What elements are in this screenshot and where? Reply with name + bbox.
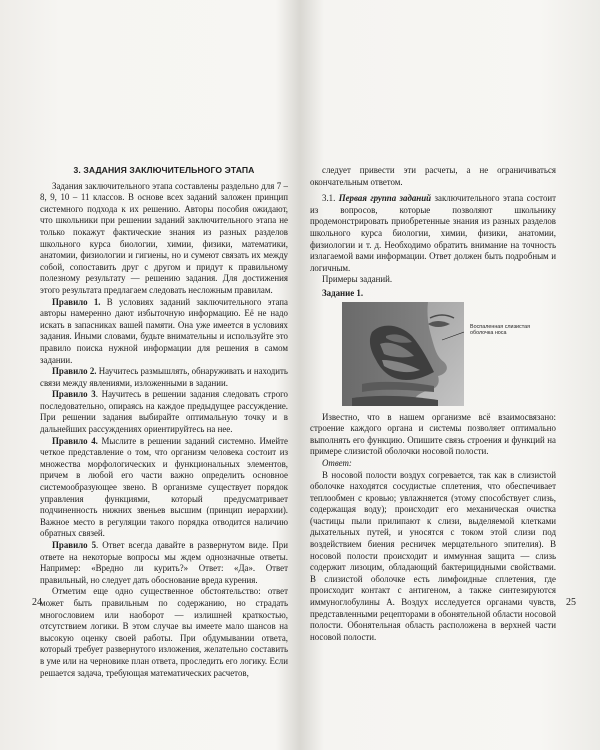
- rule-5-head: Правило 5: [52, 540, 97, 550]
- task-label: Задание 1.: [322, 287, 364, 298]
- group-paragraph: [310, 193, 556, 274]
- nasal-cavity-illustration-icon: [342, 302, 464, 406]
- continuation-text: следует привести эти расчеты, а не ограничиваться окончательным ответом.: [310, 165, 556, 187]
- rule-1-head: Правило 1.: [52, 296, 101, 307]
- rule-4: [40, 436, 288, 540]
- right-column: [310, 165, 556, 643]
- rule-4-head: Правило 4.: [52, 435, 98, 446]
- answer-text: В носовой полости воздух согревается, так как в слизистой оболочке находятся сосудистые сплетения, что обеспечивает теплообмен с кровью; увлажняется (этому способствует слизь, содержащая воду); происходит его механическая очистка (частицы пыли прилипают к слизи, выделяемой клетками дыхательных путей, и уносятся с током этой слизи под воздействием биения ресничек мерцательного эпителия). В носовой полости происходит и иммунная защита — слизь содержит лизоцим, обладающий бактерицидными свойствами. В слизистой оболочке есть лимфоидные сплетения, где происходит контакт с антигеном, а также синтезируются иммуноглобулины А. Воздух исследуется органами чувств, представленными рецепторами в обонятельной области носовой полости. Обонятельная область расположена в верхней части носовой полости.: [310, 469, 556, 642]
- rule-2-text: Научитесь размышлять, обнаруживать и находить связи между явлениями, изложенными в задании.: [40, 366, 288, 388]
- rule-2: [40, 366, 288, 389]
- group-title: Первая группа заданий: [338, 193, 432, 204]
- rule-4-text: Мыслите в решении заданий системно. Имейте четкое представление о том, что организм человека состоит из множества морфологических и функциональных элементов, причем в любой его части важно определить основное системообразующее звено. В организме существует порядок управления функциями, который предусматривает подчиненность нижних звеньев высшим (принцип иерархии). Важное место в регуляции такого порядка отводится наличию обратных связей.: [40, 435, 288, 539]
- rule-1: [40, 297, 288, 367]
- group-text: заключительного этапа состоит из вопросов, которые позволяют школьнику продемонстрировать приобретенные знания из разных разделов школьного курса биологии, химии, физики, анатомии, физиологии и т. д. Необходимо обратить внимание на точность излагаемой вами информации. Ответ должен быть подробным и логичным.: [310, 193, 557, 273]
- section-title: 3. ЗАДАНИЯ ЗАКЛЮЧИТЕЛЬНОГО ЭТАПА: [73, 165, 255, 175]
- task-text: Известно, что в нашем организме всё взаимосвязано: строение каждого органа и системы позволяет оптимально выполнять его функцию. Опишите связь строения и функций на примере слизистой оболочки носовой полости.: [310, 411, 556, 457]
- left-column: [40, 165, 288, 679]
- figure-caption: Воспаленная слизистая оболочка носа: [470, 323, 531, 336]
- nasal-figure: [310, 302, 556, 408]
- rule-3: [40, 389, 288, 435]
- rule-3-text: . Научитесь в решении задания следовать строго последовательно, опираясь на каждое предыдущее рассуждение. При решении задания выбирайте оптимальную точку и в дальнейших рассуждениях ориентируйтесь на нее.: [40, 389, 288, 435]
- examples-label: Примеры заданий.: [322, 274, 393, 285]
- group-prefix: 3.1.: [322, 193, 339, 204]
- rule-5-text: . Ответ всегда давайте в развернутом виде. При ответе на некоторые вопросы мы ждем однозначные ответы. Например: «Вредно ли курить?» Ответ: «Да». Ответ правильный, но следует дать обоснование вреда курения.: [40, 540, 288, 585]
- rule-3-head: Правило 3: [52, 389, 96, 400]
- page-number-left: 24: [32, 597, 42, 608]
- closing-paragraph: Отметим еще одно существенное обстоятельство: ответ может быть правильным по содержанию, но страдать многословием или наоборот — излишней краткостью, отсутствием логики. В этом случае вы имеете мало шансов на высокую оценку своей работы. При обдумывании ответа, который требует развернутого изложения, желательно составить в уме или на черновике план ответа, проследить его логику. Если решается задача, требующая математических расчетов,: [40, 586, 288, 678]
- rule-2-head: Правило 2.: [52, 366, 97, 377]
- rule-1-text: В условиях заданий заключительного этапа авторы намеренно дают избыточную информацию. Её не надо искать в запасниках вашей памяти. Она уже имеется в условиях задания. Иными словами, будьте внимательны и используйте это правило поиска нужной информации для решения в самом задании.: [40, 296, 288, 365]
- right-page: [300, 0, 600, 750]
- page-number-right: 25: [566, 597, 576, 608]
- answer-label: Ответ:: [322, 457, 352, 468]
- intro-paragraph: Задания заключительного этапа составлены раздельно для 7 – 8, 9, 10 – 11 классов. В основе всех заданий заложен принцип системного подхода к их решению. Авторы пособия ожидают, что школьники при решении заданий заключительного этапа не только покажут фактические знания из разных разделов школьного курса биологии, химии, физики, математики, анатомии, физиологии и гигиены, но и сумеют связать их между собой, сопоставить друг с другом и придут к правильному полезному результату — решению задания. Для достижения этого результата предлагаем следовать несложным правилам.: [40, 180, 288, 295]
- rule-5: [40, 540, 288, 586]
